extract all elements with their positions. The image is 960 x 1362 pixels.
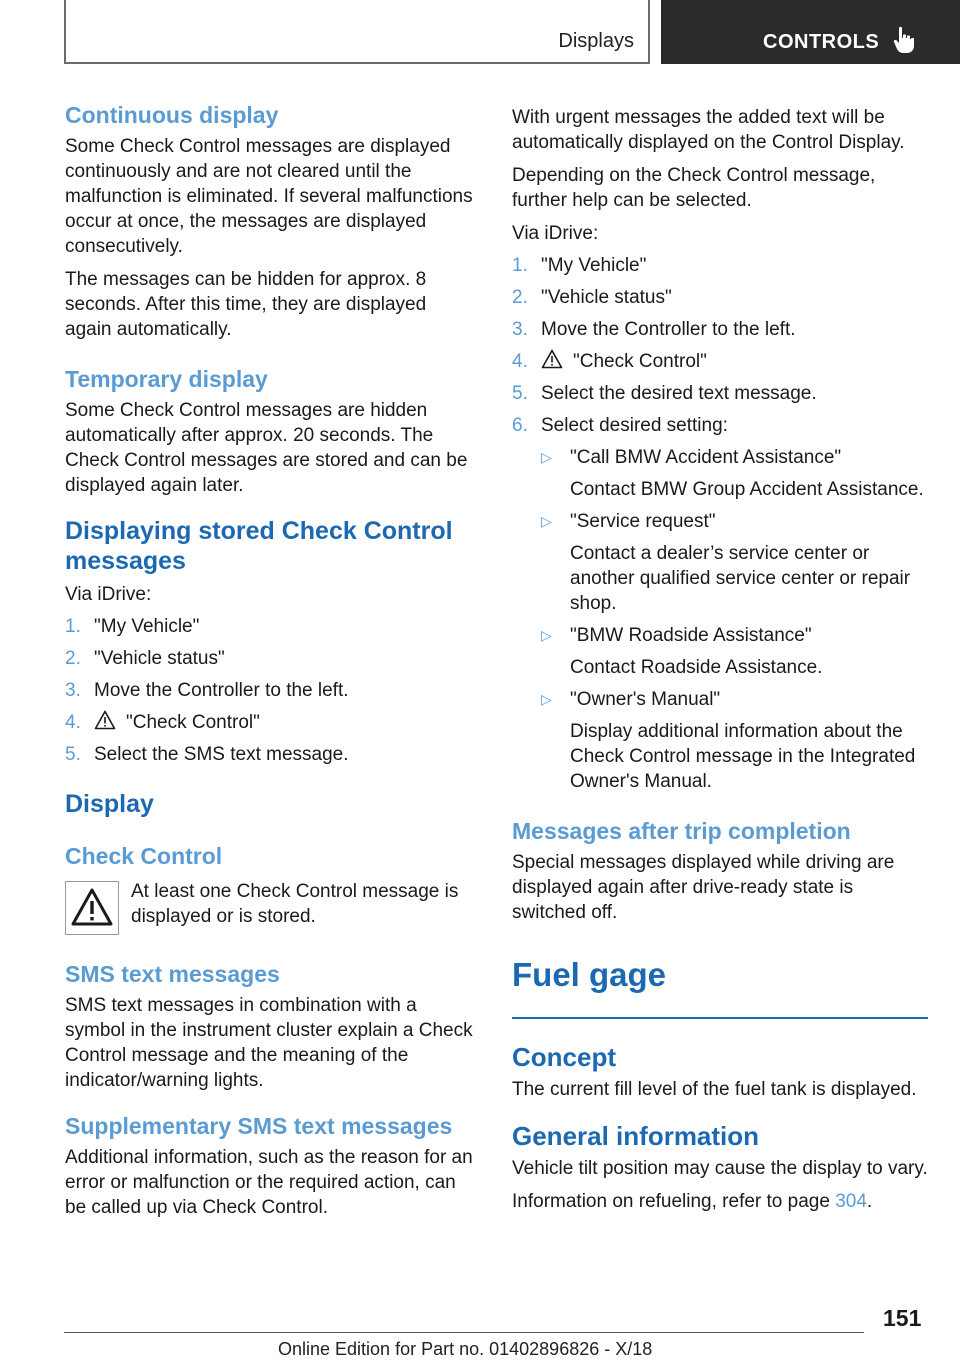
heading-displaying-stored: Displaying stored Check Control messages [65, 517, 453, 575]
list-item: 2. "Vehicle status" [65, 648, 225, 669]
page-number: 151 [883, 1305, 922, 1331]
warning-triangle-icon [94, 710, 116, 730]
header-section-box [64, 0, 650, 64]
list-item: 5. Select the SMS text message. [65, 744, 349, 765]
option-item: ▷ "Service request" Contact a dealer’s service center or another qualified service center or repair shop. [541, 511, 911, 614]
heading-supplementary-sms: Supplementary SMS text messages [65, 1113, 453, 1139]
option-item: ▷ "Call BMW Accident Assistance" Contact BMW Group Accident Assistance. [541, 447, 924, 500]
option-item: ▷ "Owner's Manual" Display additional information about the Check Control message in the Integrated Owner's Manual. [541, 689, 916, 792]
option-item: ▷ "BMW Roadside Assistance" Contact Roadside Assistance. [541, 625, 823, 678]
heading-continuous-display: Continuous display [65, 102, 279, 128]
paragraph: With urgent messages the added text will be automatically displayed on the Control Display. [512, 107, 905, 153]
steps-list [512, 253, 928, 794]
paragraph: Some Check Control messages are hidden automatically after approx. 20 seconds. The Check Control messages are stored and can be displayed again later. [65, 400, 468, 496]
via-idrive: Via iDrive: [512, 223, 599, 244]
check-control-row [65, 879, 477, 937]
paragraph: Some Check Control messages are displayed continuously and are not cleared until the malfunction is eliminated. If several malfunctions occur at once, the messages are displayed consecutively. [65, 136, 473, 257]
pointing-hand-icon [893, 26, 915, 54]
list-item: 1. "My Vehicle" [512, 255, 647, 276]
list-item: 3. Move the Controller to the left. [65, 680, 349, 701]
paragraph: Vehicle tilt position may cause the display to vary. [512, 1158, 928, 1180]
footer-edition: Online Edition for Part no. 01402896826 - X/18 [278, 1339, 653, 1359]
footer-divider [64, 1332, 864, 1333]
heading-check-control: Check Control [65, 843, 223, 869]
right-column [512, 100, 928, 1214]
page-reference-link[interactable]: 304 [835, 1191, 867, 1213]
triangle-bullet-icon: ▷ [541, 513, 552, 529]
list-item: 4. "Check Control" [65, 712, 260, 733]
triangle-bullet-icon: ▷ [541, 627, 552, 643]
warning-triangle-icon [65, 881, 119, 935]
paragraph: Depending on the Check Control message, further help can be selected. [512, 165, 876, 211]
heading-sms-text-messages: SMS text messages [65, 961, 280, 987]
left-column [65, 100, 477, 1220]
paragraph: SMS text messages in combination with a symbol in the instrument cluster explain a Check Control message and the meaning of the indicator/warning lights. [65, 995, 473, 1091]
via-idrive: Via iDrive: [65, 584, 152, 605]
list-item: 5. Select the desired text message. [512, 383, 817, 404]
section-divider [512, 1017, 928, 1019]
paragraph: The messages can be hidden for approx. 8 seconds. After this time, they are displayed again automatically. [65, 269, 427, 340]
section-title: Displays [558, 30, 634, 52]
list-item: 6. Select desired setting: ▷ "Call BMW Accident Assistance" Contact BMW Group Accident Assistance. ▷ "Service request" Contact a dealer’s service center or another qualified service center or repair shop. ▷ "BMW Roadside Assistance" Contact Roadside Assistance. ▷ "Owner's Manual" Display additional information about the Check Control message in the Integrated Owner's Manual. [512, 413, 928, 794]
warning-triangle-icon [541, 349, 563, 369]
paragraph: The current fill level of the fuel tank is displayed. [512, 1079, 917, 1101]
check-control-text: At least one Check Control message is displayed or is stored. [131, 881, 459, 927]
list-item: 4. "Check Control" [512, 351, 707, 372]
heading-fuel-gage: Fuel gage [512, 956, 667, 993]
chapter-title: CONTROLS [763, 31, 880, 53]
heading-temporary-display: Temporary display [65, 366, 268, 392]
heading-concept: Concept [512, 1042, 616, 1073]
triangle-bullet-icon: ▷ [541, 449, 552, 465]
options-list [541, 445, 928, 794]
triangle-bullet-icon: ▷ [541, 691, 552, 707]
list-item: 1. "My Vehicle" [65, 616, 200, 637]
heading-messages-after-trip: Messages after trip completion [512, 818, 851, 844]
list-item: 3. Move the Controller to the left. [512, 319, 796, 340]
heading-general-information: General information [512, 1121, 760, 1152]
list-item: 2. "Vehicle status" [512, 287, 672, 308]
steps-list [65, 614, 477, 767]
paragraph: Additional information, such as the reason for an error or malfunction or the required action, can be called up via Check Control. [65, 1147, 473, 1218]
heading-display: Display [65, 790, 154, 818]
paragraph: Special messages displayed while driving are displayed again after drive-ready state is switched off. [512, 852, 895, 923]
header-chapter-box [661, 0, 960, 64]
paragraph-refueling: Information on refueling, refer to page 304. [512, 1191, 873, 1213]
